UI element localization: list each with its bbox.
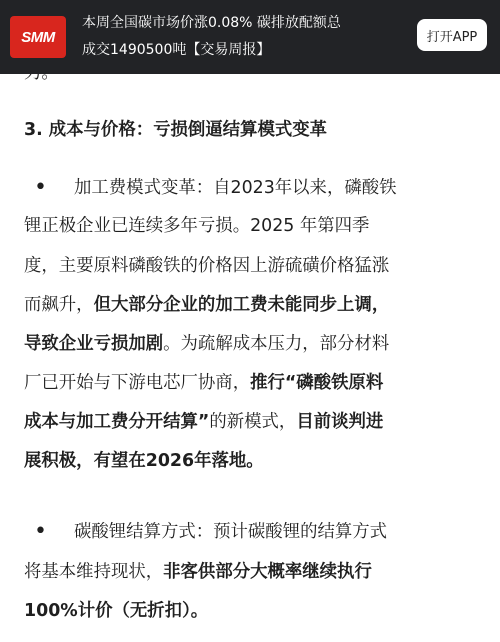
- open-app-button[interactable]: 打开APP: [417, 19, 487, 51]
- text-span: 将基本维持现状，: [24, 562, 164, 582]
- bold-text: 但大部分企业的加工费未能同步上调，: [93, 295, 390, 315]
- text-span: 。为疏解成本压力，部分材料: [163, 334, 390, 354]
- text-span: 而飙升，: [24, 295, 94, 315]
- bold-text: 成本与加工费分开结算”: [24, 412, 210, 432]
- bold-text: 导致企业亏损加剧: [24, 334, 164, 354]
- paragraph-line: 加工费模式变革：自2023年以来，磷酸铁: [74, 178, 397, 198]
- paragraph-line: 度，主要原料磷酸铁的价格因上游硫磺价格猛涨: [24, 256, 390, 276]
- bold-text: 非客供部分大概率继续执行: [163, 562, 372, 582]
- paragraph-line: [24, 371, 383, 395]
- banner-headline[interactable]: [82, 10, 400, 64]
- headline-line: 本周全国碳市场价涨0.08% 碳排放配额总: [82, 15, 341, 31]
- paragraph-line: [24, 332, 389, 356]
- bullet-icon: •: [34, 519, 47, 544]
- paragraph-line: 展积极，有望在2026年落地。: [24, 451, 264, 471]
- paragraph-line: 100%计价（无折扣）。: [24, 601, 209, 621]
- app-banner: [0, 0, 500, 74]
- paragraph-line: [24, 560, 372, 584]
- paragraph-line: 碳酸锂结算方式：预计碳酸锂的结算方式: [74, 522, 388, 542]
- paragraph-line: [24, 293, 389, 317]
- bold-text: 推行“磷酸铁原料: [250, 373, 384, 393]
- smm-logo: SMM: [10, 16, 66, 58]
- text-span: 的新模式，: [209, 412, 297, 432]
- section-title: 3. 成本与价格：亏损倒逼结算模式变革: [24, 120, 328, 140]
- paragraph-line: [24, 410, 383, 434]
- bullet-icon: •: [34, 175, 47, 200]
- headline-line: 成交1490500吨【交易周报】: [82, 42, 271, 58]
- bold-text: 目前谈判进: [296, 412, 384, 432]
- paragraph-line: 锂正极企业已连续多年亏损。2025 年第四季: [24, 216, 370, 236]
- text-span: 厂已开始与下游电芯厂协商，: [24, 373, 251, 393]
